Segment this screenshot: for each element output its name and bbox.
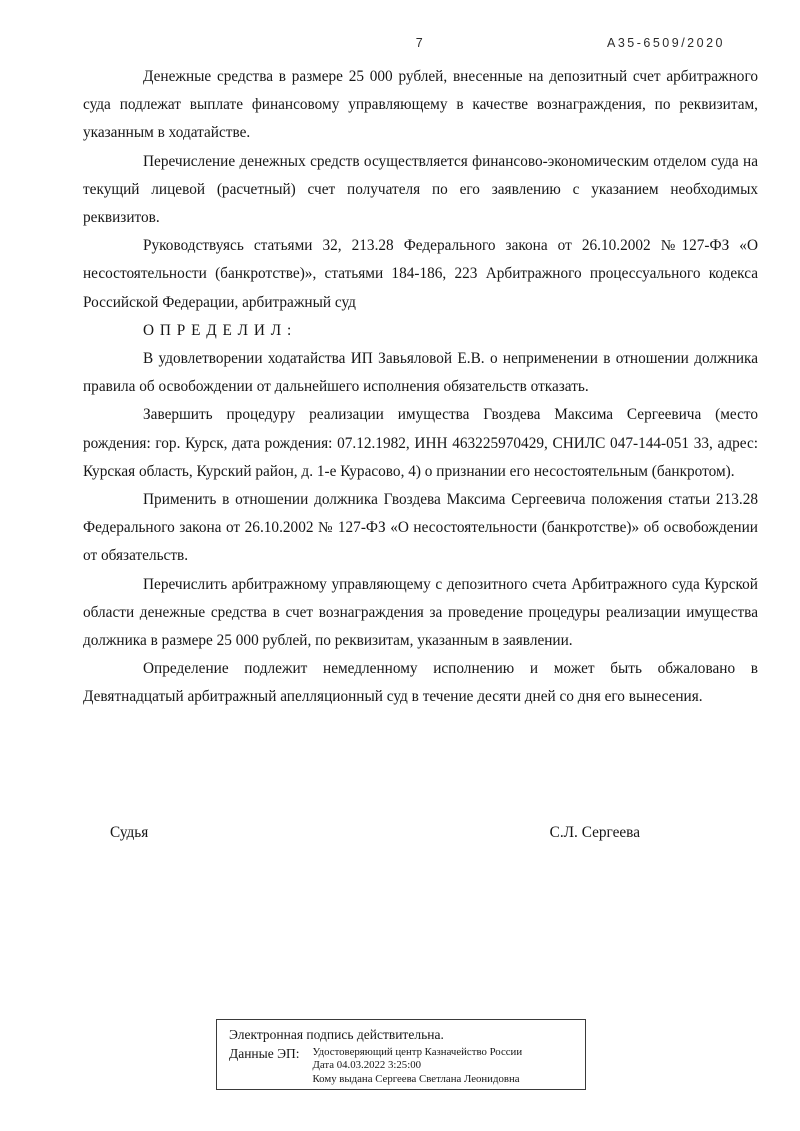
- ruling-paragraph-apply-release: Применить в отношении должника Гвоздева Максима Сергеевича положения статьи 213.28 Федерального закона от 26.10.2002 № 127-ФЗ «О несостоятельности (банкротстве)» об освобождении от обязательств.: [83, 491, 758, 565]
- case-number: А35-6509/2020: [607, 36, 725, 50]
- ruling-paragraph-complete-procedure: Завершить процедуру реализации имущества Гвоздева Максима Сергеевича (место рождения: гор. Курск, дата рождения: 07.12.1982, ИНН 463225970429, СНИЛС 047-144-051 33, адрес: Курская область, Курский район, д. 1-е Курасово, 4) о признании его несостоятельным (банкротом).: [83, 406, 758, 480]
- document-body: [83, 63, 758, 712]
- esignature-stamp: [216, 1019, 586, 1090]
- paragraph-deposit-payment: Денежные средства в размере 25 000 рублей, внесенные на депозитный счет арбитражного суда подлежат выплате финансовому управляющему в качестве вознаграждения, по реквизитам, указанным в ходатайстве.: [83, 68, 758, 142]
- ruling-paragraph-transfer-fee: Перечислить арбитражному управляющему с депозитного счета Арбитражного суда Курской области денежные средства в счет вознаграждения за проведение процедуры реализации имущества должника в размере 25 000 рублей, по реквизитам, указанным в заявлении.: [83, 575, 758, 650]
- paragraph-legal-grounds: Руководствуясь статьями 32, 213.28 Федерального закона от 26.10.2002 №127-ФЗ «О несостоятельности (банкротстве)», статьями 184-186, 223 Арбитражного процессуального кодекса Российской Федерации, арбитражный суд: [83, 237, 758, 311]
- doc-header: [83, 36, 758, 54]
- ruling-heading: О П Р Е Д Е Л И Л :: [143, 321, 293, 339]
- ruling-paragraph-petition-denied: В удовлетворении ходатайства ИП Завьяловой Е.В. о неприменении в отношении должника правила об освобождении от дальнейшего исполнения обязательств отказать.: [83, 350, 758, 396]
- stamp-details: [313, 1046, 523, 1086]
- signature-row: [83, 822, 758, 844]
- paragraph-transfer-procedure: Перечисление денежных средств осуществляется финансово-экономическим отделом суда на текущий лицевой (расчетный) счет получателя по его заявлению с указанием необходимых реквизитов.: [83, 152, 758, 227]
- stamp-validity-text: Электронная подпись действительна.: [229, 1027, 444, 1042]
- stamp-detail-issued-to: Кому выдана Сергеева Светлана Леонидовна: [312, 1072, 520, 1085]
- ruling-paragraph-appeal: Определение подлежит немедленному исполнению и может быть обжаловано в Девятнадцатый арбитражный апелляционный суд в течение десяти дней со дня его вынесения.: [83, 660, 758, 706]
- page-number: 7: [415, 36, 426, 50]
- stamp-detail-date: Дата 04.03.2022 3:25:00: [312, 1059, 421, 1072]
- stamp-detail-certification-center: Удостоверяющий центр Казначейство России: [312, 1046, 523, 1058]
- stamp-data-row: [229, 1046, 577, 1086]
- signature-role: Судья: [110, 824, 149, 841]
- signature-name: С.Л. Сергеева: [549, 824, 640, 841]
- stamp-data-label: Данные ЭП:: [229, 1046, 300, 1061]
